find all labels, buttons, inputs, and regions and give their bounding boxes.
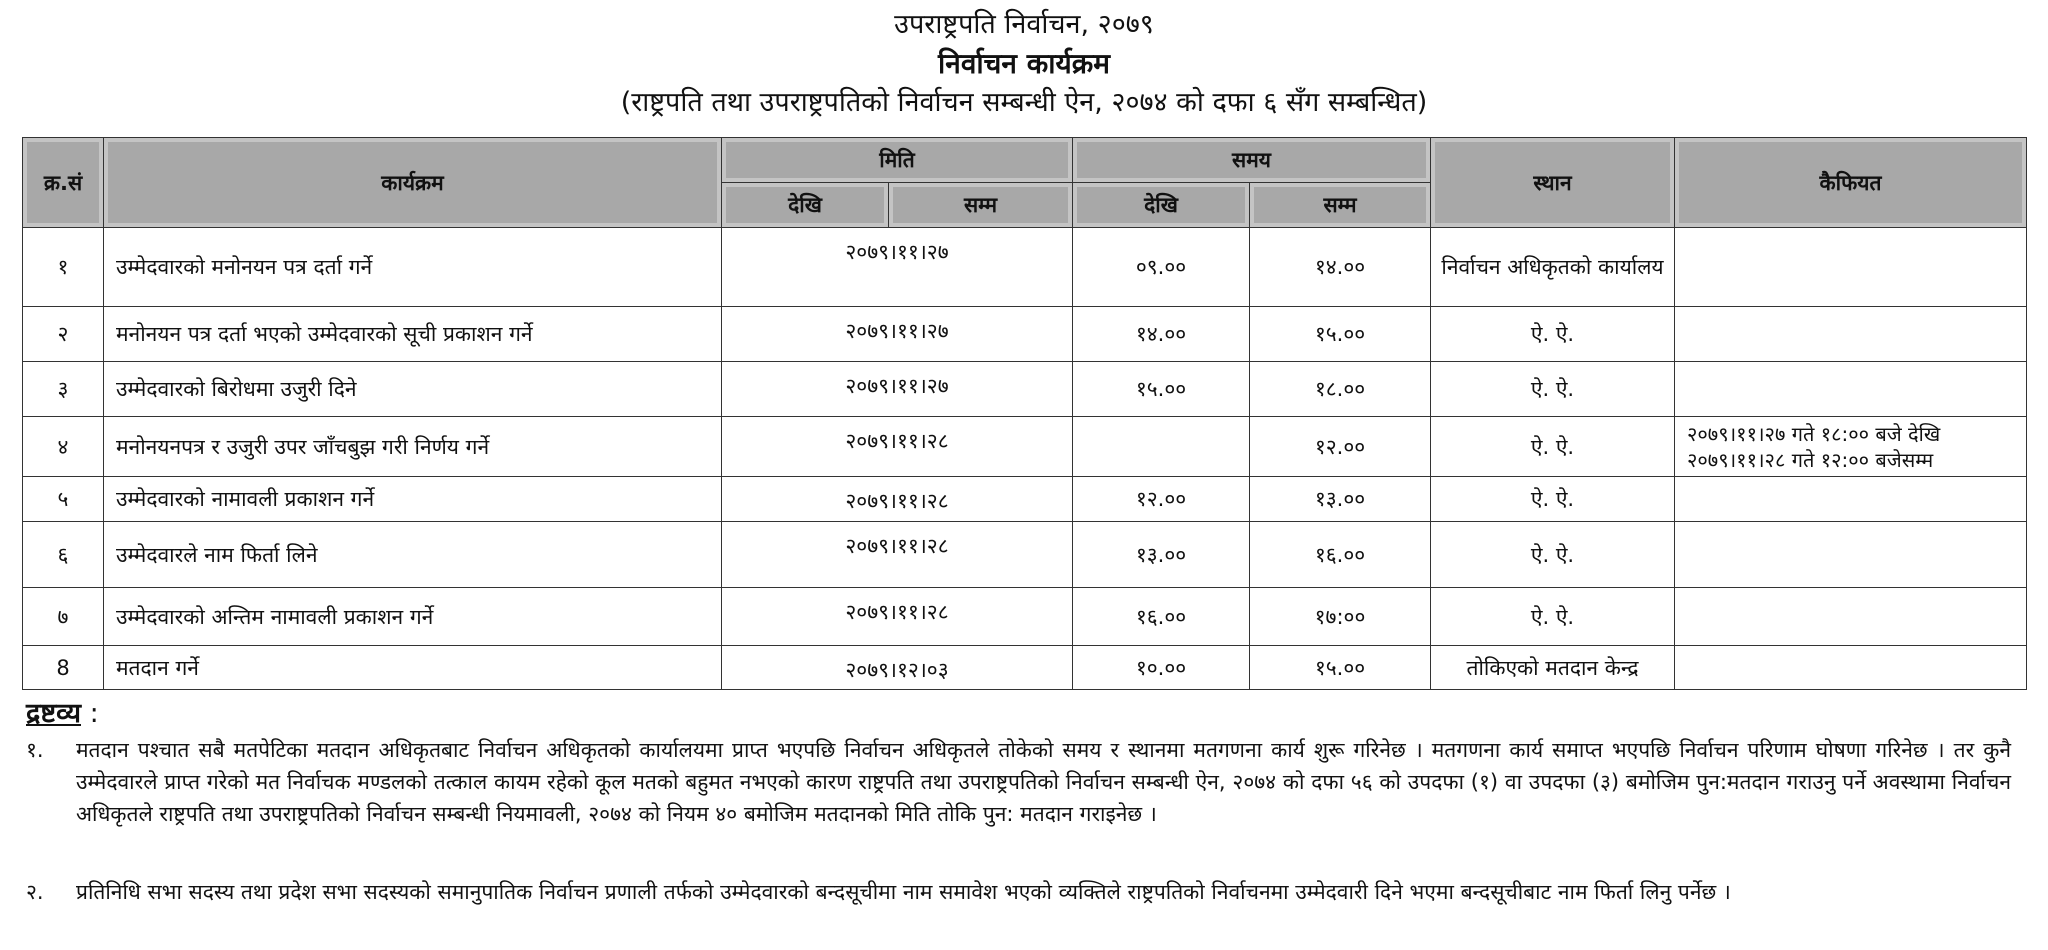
row-remarks xyxy=(1675,362,2027,417)
row-time-from: १६.०० xyxy=(1073,588,1250,646)
row-place: ऐ. ऐ. xyxy=(1431,588,1675,646)
row-time-to: १८.०० xyxy=(1250,362,1431,417)
row-time-from: १०.०० xyxy=(1073,646,1250,690)
row-place: तोकिएको मतदान केन्द्र xyxy=(1431,646,1675,690)
row-program: उम्मेदवारको नामावली प्रकाशन गर्ने xyxy=(104,477,722,522)
row-program: मनोनयनपत्र र उजुरी उपर जाँचबुझ गरी निर्णय गर्ने xyxy=(104,417,722,477)
row-sn: २ xyxy=(23,307,104,362)
row-place: ऐ. ऐ. xyxy=(1431,417,1675,477)
row-time-to: १५.०० xyxy=(1250,646,1431,690)
row-time-to: १३.०० xyxy=(1250,477,1431,522)
row-date: २०७९।११।२७ xyxy=(722,307,1073,362)
row-remarks xyxy=(1675,477,2027,522)
row-program: उम्मेदवारले नाम फिर्ता लिने xyxy=(104,522,722,588)
row-date: २०७९।११।२८ xyxy=(722,588,1073,646)
row-time-to: १४.०० xyxy=(1250,228,1431,307)
row-sn: ४ xyxy=(23,417,104,477)
note-number: १. xyxy=(26,738,44,762)
row-sn: ७ xyxy=(23,588,104,646)
row-program: उम्मेदवारको अन्तिम नामावली प्रकाशन गर्ने xyxy=(104,588,722,646)
election-schedule-table xyxy=(22,137,2027,690)
row-remarks xyxy=(1675,588,2027,646)
row-time-to: १२.०० xyxy=(1250,417,1431,477)
row-time-from: १३.०० xyxy=(1073,522,1250,588)
row-date: २०७९।११।२७ xyxy=(722,228,1073,307)
row-place: निर्वाचन अधिकृतको कार्यालय xyxy=(1431,228,1675,307)
row-time-to: १६.०० xyxy=(1250,522,1431,588)
row-remarks xyxy=(1675,228,2027,307)
row-date: २०७९।१२।०३ xyxy=(722,646,1073,690)
document-subtitle: निर्वाचन कार्यक्रम xyxy=(938,47,1110,80)
table-row xyxy=(23,362,2027,417)
row-sn: ६ xyxy=(23,522,104,588)
row-time-to: १७:०० xyxy=(1250,588,1431,646)
row-place: ऐ. ऐ. xyxy=(1431,362,1675,417)
note-item xyxy=(26,734,2011,830)
header-time-from: देखि xyxy=(1073,183,1250,228)
document-title: उपराष्ट्रपति निर्वाचन, २०७९ xyxy=(894,9,1154,40)
table-row xyxy=(23,477,2027,522)
header-date: मिति xyxy=(722,138,1073,183)
row-time-from xyxy=(1073,417,1250,477)
header-place: स्थान xyxy=(1431,138,1675,228)
notes-heading: द्रष्टव्य : xyxy=(26,698,99,729)
row-time-from: १४.०० xyxy=(1073,307,1250,362)
table-row xyxy=(23,307,2027,362)
header-date-from: देखि xyxy=(722,183,889,228)
row-time-to: १५.०० xyxy=(1250,307,1431,362)
row-remarks xyxy=(1675,307,2027,362)
note-text: प्रतिनिधि सभा सदस्य तथा प्रदेश सभा सदस्यको समानुपातिक निर्वाचन प्रणाली तर्फको उम्मेदवारको बन्दसूचीमा नाम समावेश भएको व्यक्तिले राष्ट्रपतिको निर्वाचनमा उम्मेदवारी दिने भएमा बन्दसूचीबाट नाम फिर्ता लिनु पर्नेछ । xyxy=(76,880,1731,904)
row-date: २०७९।११।२८ xyxy=(722,477,1073,522)
row-date: २०७९।११।२७ xyxy=(722,362,1073,417)
row-program: मनोनयन पत्र दर्ता भएको उम्मेदवारको सूची प्रकाशन गर्ने xyxy=(104,307,722,362)
row-remarks xyxy=(1675,522,2027,588)
row-sn: ५ xyxy=(23,477,104,522)
header-date-to: सम्म xyxy=(889,183,1073,228)
row-time-from: ०९.०० xyxy=(1073,228,1250,307)
row-time-from: १५.०० xyxy=(1073,362,1250,417)
note-item xyxy=(26,876,2011,908)
row-sn: 8 xyxy=(23,646,104,690)
header-program: कार्यक्रम xyxy=(104,138,722,228)
row-program: मतदान गर्ने xyxy=(104,646,722,690)
row-time-from: १२.०० xyxy=(1073,477,1250,522)
header-remarks: कैफियत xyxy=(1675,138,2027,228)
row-sn: १ xyxy=(23,228,104,307)
table-row xyxy=(23,417,2027,477)
row-program: उम्मेदवारको मनोनयन पत्र दर्ता गर्ने xyxy=(104,228,722,307)
row-place: ऐ. ऐ. xyxy=(1431,307,1675,362)
row-place: ऐ. ऐ. xyxy=(1431,477,1675,522)
row-sn: ३ xyxy=(23,362,104,417)
table-row xyxy=(23,522,2027,588)
row-remarks: २०७९।११।२७ गते १८:०० बजे देखि २०७९।११।२८ गते १२:०० बजेसम्म xyxy=(1675,417,2027,477)
note-number: २. xyxy=(26,880,44,904)
table-row xyxy=(23,646,2027,690)
table-row xyxy=(23,588,2027,646)
header-time: समय xyxy=(1073,138,1431,183)
header-sn: क्र.सं xyxy=(23,138,104,228)
header-time-to: सम्म xyxy=(1250,183,1431,228)
table-row xyxy=(23,228,2027,307)
row-remarks xyxy=(1675,646,2027,690)
row-program: उम्मेदवारको बिरोधमा उजुरी दिने xyxy=(104,362,722,417)
row-date: २०७९।११।२८ xyxy=(722,417,1073,477)
note-text: मतदान पश्चात सबै मतपेटिका मतदान अधिकृतबाट निर्वाचन अधिकृतको कार्यालयमा प्राप्त भएपछि निर्वाचन अधिकृतले तोकेको समय र स्थानमा मतगणना कार्य शुरू गरिनेछ । मतगणना कार्य समाप्त भएपछि निर्वाचन परिणाम घोषणा गरिनेछ । तर कुनै उम्मेदवारले प्राप्त गरेको मत निर्वाचक मण्डलको तत्काल कायम रहेको कूल मतको बहुमत नभएको कारण राष्ट्रपति तथा उपराष्ट्रपतिको निर्वाचन सम्बन्धी ऐन, २०७४ को दफा ५६ को उपदफा (१) वा उपदफा (३) बमोजिम पुन:मतदान गराउनु पर्ने अवस्थामा निर्वाचन अधिकृतले राष्ट्रपति तथा उपराष्ट्रपतिको निर्वाचन सम्बन्धी नियमावली, २०७४ को नियम ४० बमोजिम मतदानको मिति तोकि पुन: मतदान गराइनेछ । xyxy=(76,738,2011,826)
row-place: ऐ. ऐ. xyxy=(1431,522,1675,588)
legal-reference: (राष्ट्रपति तथा उपराष्ट्रपतिको निर्वाचन सम्बन्धी ऐन, २०७४ को दफा ६ सँग सम्बन्धित) xyxy=(620,87,1428,118)
row-date: २०७९।११।२८ xyxy=(722,522,1073,588)
